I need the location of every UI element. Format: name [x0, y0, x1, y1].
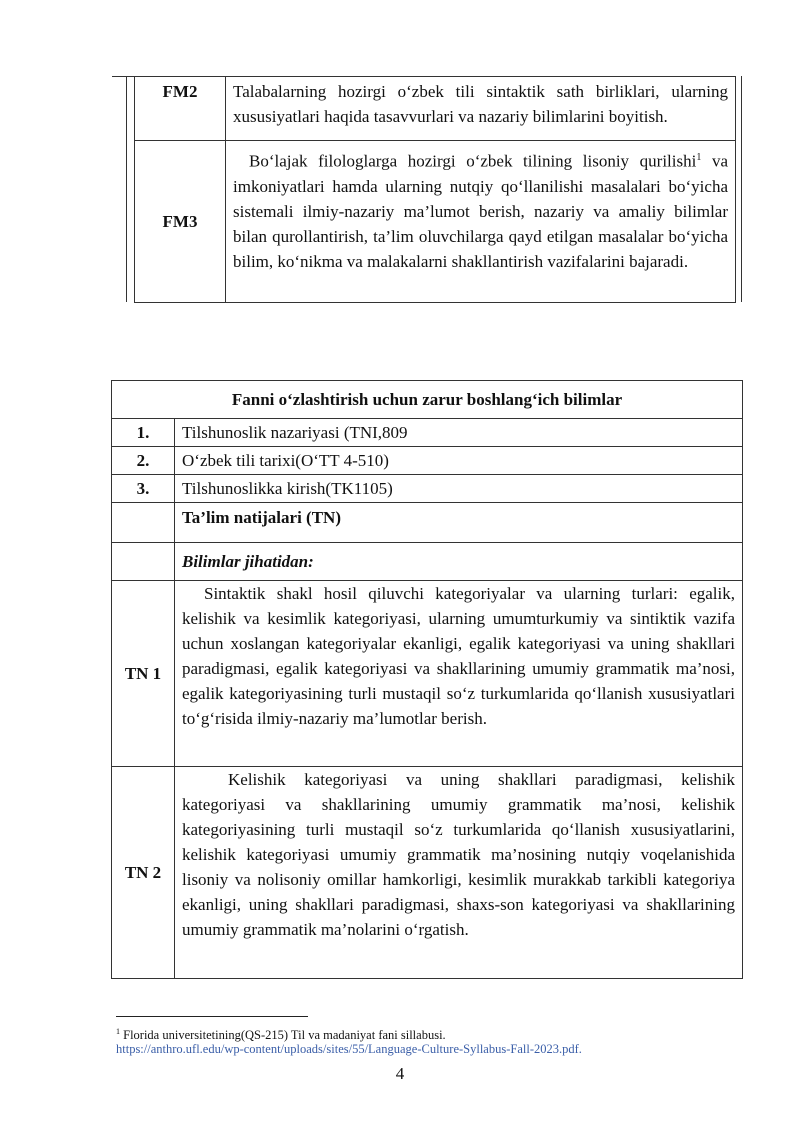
footnote-url[interactable]: https://anthro.ufl.edu/wp-content/uploads/sites/55/Language-Culture-Syllabus-Fall-2023.pdf. — [116, 1042, 582, 1056]
objective-text-part2: va imkoniyatlari hamda ularning nutqiy qo‘llanilishi masalalari bo‘yicha sistemali ilmiy-nazariy ma’lumot berish, nazariy va amaliy bilimlar bilan qurollantirish, ta’lim oluvchilarga qayd etilgan masalalar bo‘yicha bilim, ko‘nikma va malakalarni shakllantirish vazifalarini bajaradi. — [233, 151, 728, 271]
footnote-ref[interactable]: 1 — [696, 152, 702, 163]
objective-text: Talabalarning hozirgi o‘zbek tili sintaktik sath birliklari, ularning xususiyatlari haqida tasavvurlari va nazariy bilimlarini boyitish. — [226, 77, 736, 141]
page-number: 4 — [395, 1064, 405, 1083]
footnote-text: Florida universitetining(QS-215) Til va madaniyat fani sillabusi. — [123, 1028, 446, 1043]
prereq-text: Tilshunoslik nazariyasi (TNI,809 — [175, 419, 743, 447]
table1-right-rule — [741, 76, 742, 302]
table-row — [112, 503, 743, 543]
prereq-number: 2. — [112, 447, 175, 475]
empty-cell — [112, 543, 175, 581]
footnote-separator — [116, 1016, 308, 1017]
table-row — [112, 543, 743, 581]
table-row — [112, 767, 743, 979]
table1-top-stub — [112, 76, 134, 77]
objective-code: FM3 — [135, 141, 226, 303]
prereq-number: 3. — [112, 475, 175, 503]
prerequisites-outcomes-table — [111, 380, 743, 979]
objectives-table — [134, 76, 736, 303]
prereq-text: O‘zbek tili tarixi(O‘TT 4-510) — [175, 447, 743, 475]
empty-cell — [112, 503, 175, 543]
table-header: Fanni o‘zlashtirish uchun zarur boshlang‘ich bilimlar — [112, 381, 743, 419]
table1-left-rule — [126, 76, 127, 302]
table-row — [135, 141, 736, 303]
knowledge-title: Bilimlar jihatidan: — [175, 543, 743, 581]
footnote-mark: 1 — [116, 1027, 120, 1036]
table-row — [112, 447, 743, 475]
table-row — [112, 419, 743, 447]
prereq-text: Tilshunoslikka kirish(TK1105) — [175, 475, 743, 503]
prereq-number: 1. — [112, 419, 175, 447]
objective-code: FM2 — [135, 77, 226, 141]
objective-text — [226, 141, 736, 303]
outcome-code: TN 1 — [112, 581, 175, 767]
table-header-row — [112, 381, 743, 419]
table-row — [112, 581, 743, 767]
table-row — [112, 475, 743, 503]
outcomes-title: Ta’lim natijalari (TN) — [175, 503, 743, 543]
outcome-text: Kelishik kategoriyasi va uning shakllari paradigmasi, kelishik kategoriyasi va shakllarining umumiy grammatik ma’nosi, kelishik kategoriyasining turli mustaqil so‘z turkumlarida qo‘llanish xususiyatlarini, kelishik kategoriyasi umumiy grammatik ma’nosining nutqiy voqelanishida lisoniy va nolisoniy omillar hamkorligi, kesimlik murakkab tarkibli kategoriya ekanligi, uning shakllari paradigmasi, shaxs-son kategoriyasi va shakllarining umumiy grammatik ma’nolarini o‘rgatish. — [175, 767, 743, 979]
outcome-text: Sintaktik shakl hosil qiluvchi kategoriyalar va ularning turlari: egalik, kelishik va kesimlik kategoriyasi, ularning umumturkumiy va sintiktik vazifa uchun xoslangan kategoriyalar ekanligi, egalik kategoriyasi va uning shakllari paradigmasi, egalik kategoriyasi va shakllarining umumiy grammatik ma’nosi, egalik kategoriyasining turli mustaqil so‘z turkumlarida qo‘llanish xususiyatlari to‘g‘risida ilmiy-nazariy ma’lumotlar berish. — [175, 581, 743, 767]
table-row — [135, 77, 736, 141]
objective-text-part1: Bo‘lajak filologlarga hozirgi o‘zbek tilining lisoniy qurilishi — [249, 151, 697, 171]
outcome-code: TN 2 — [112, 767, 175, 979]
